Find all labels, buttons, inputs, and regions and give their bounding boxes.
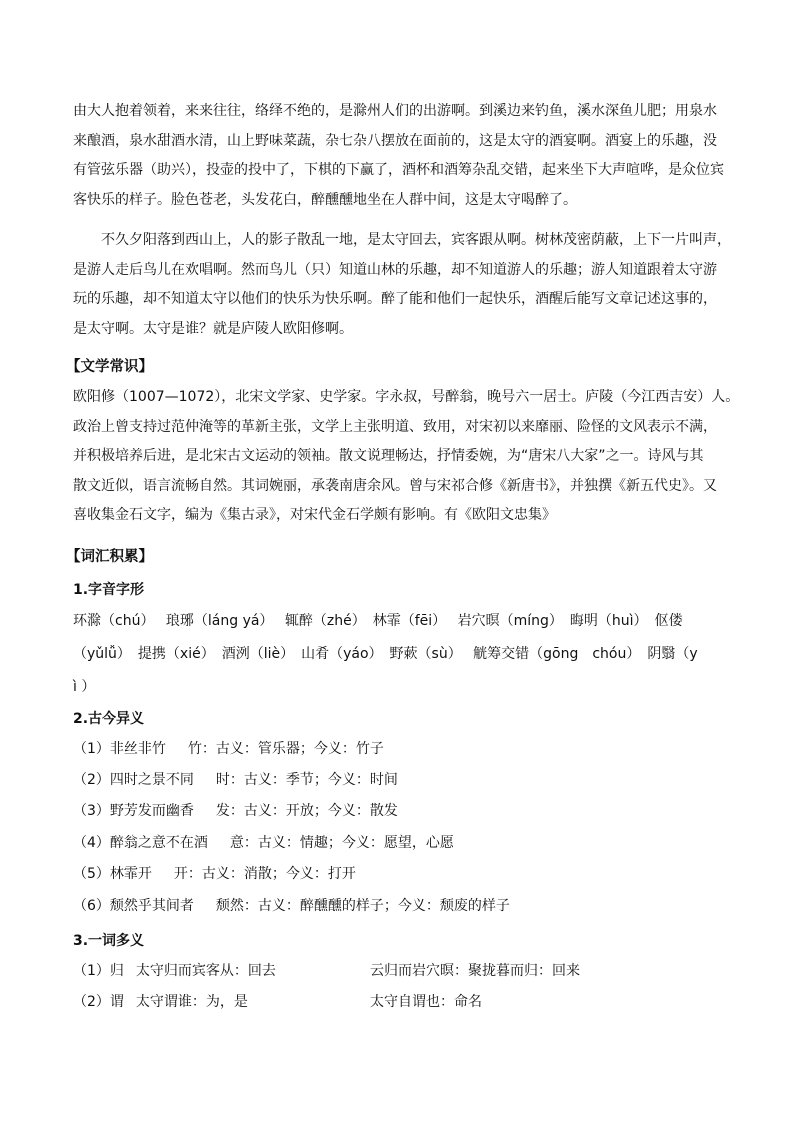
section-heading-literature: 【文学常识】 [66, 359, 153, 375]
item-definition: ：古义：醉醺醺的样子；今义：颓废的样子 [243, 898, 510, 914]
literature-paragraph [73, 383, 740, 531]
subsection-title-duoyi: 3.一词多义 [73, 933, 145, 949]
item-example-2: 太守自谓也：命名 [370, 994, 482, 1010]
text-line: 不久夕阳落到西山上，人的影子散乱一地，是太守回去，宾客跟从啊。树林茂密荫蔽，上下一片叫声， [101, 232, 731, 248]
gujin-item [73, 738, 384, 758]
text-line: 客快乐的样子。脸色苍老，头发花白，醉醺醺地坐在人群中间，这是太守喝醉了。 [73, 191, 577, 208]
item-number: （2） [73, 772, 110, 788]
item-word: 开 [173, 866, 188, 882]
pronunciation-list [73, 605, 728, 704]
gujin-item [73, 769, 398, 789]
text-line: 欧阳修（1007—1072），北宋文学家、史学家。字永叔，号醉翁，晚号六一居士。庐陵（今江西吉安）人。 [73, 389, 740, 405]
item-number: （1） [73, 741, 110, 757]
text-line: 来酿酒，泉水甜酒水清，山上野味菜蔬，杂七杂八摆放在面前的，这是太守的酒宴啊。酒宴上的乐趣，没 [73, 132, 717, 149]
item-word: 时 [215, 772, 230, 788]
section-heading-vocab: 【词汇积累】 [66, 549, 153, 565]
gujin-item [73, 800, 398, 820]
text-line: 环滁（chú） 琅琊（láng yá） 辄醉（zhé） 林霏（fēi） 岩穴暝（míng） 晦明（huì） 伛偻 [73, 613, 683, 629]
item-number: （4） [73, 835, 110, 851]
subsection-title-gujin: 2.古今异义 [73, 711, 145, 727]
item-word: 归 [109, 963, 124, 979]
text-line: 散文近似，语言流畅自然。其词婉丽，承袭南唐余风。曾与宋祁合修《新唐书》，并独撰《新五代史》。又 [73, 477, 717, 494]
duoyi-item [73, 991, 248, 1011]
item-word: 竹 [187, 741, 202, 757]
text-line: 是游人走后鸟儿在欢唱啊。然而鸟儿（只）知道山林的乐趣，却不知道游人的乐趣；游人知道跟着太守游 [73, 261, 717, 278]
item-phrase: 野芳发而幽香 [109, 803, 194, 819]
text-line: 政治上曾支持过范仲淹等的革新主张，文学上主张明道、致用，对宋初以来靡丽、险怪的文风表示不满， [73, 418, 717, 435]
item-definition: ：古义：开放；今义：散发 [229, 803, 398, 819]
item-definition: ：古义：消散；今义：打开 [187, 866, 356, 882]
item-example-2: 云归而岩穴暝：聚拢暮而归：回来 [370, 963, 580, 979]
item-word: 谓 [109, 994, 124, 1010]
item-word: 意 [229, 835, 244, 851]
item-phrase: 四时之景不同 [109, 772, 194, 788]
item-phrase: 颓然乎其间者 [109, 898, 194, 914]
item-number: （3） [73, 803, 110, 819]
item-phrase: 非丝非竹 [109, 741, 166, 757]
gujin-item [73, 895, 510, 915]
item-definition: ：古义：情趣；今义：愿望，心愿 [243, 835, 454, 851]
gujin-item [73, 863, 356, 883]
item-definition: ：古义：季节；今义：时间 [229, 772, 398, 788]
item-number: （1） [73, 963, 110, 979]
item-phrase: 醉翁之意不在酒 [109, 835, 208, 851]
gujin-item [73, 832, 454, 852]
item-number: （2） [73, 994, 110, 1010]
text-line: 玩的乐趣，却不知道太守以他们的快乐为快乐啊。醉了能和他们一起快乐，酒醒后能写文章记述这事的， [73, 291, 717, 307]
duoyi-item [73, 960, 276, 980]
text-line: 并积极培养后进，是北宋古文运动的领袖。散文说理畅达，抒情委婉，为“唐宋八大家”之一。诗风与其 [73, 448, 704, 464]
item-word: 颓然 [215, 898, 244, 914]
text-line: 由大人抱着领着，来来往往，络绎不绝的，是滁州人们的出游啊。到溪边来钓鱼，溪水深鱼儿肥；用泉水 [73, 103, 717, 119]
item-number: （5） [73, 866, 110, 882]
item-phrase: 林霏开 [109, 866, 152, 882]
text-line: 喜收集金石文字，编为《集古录》，对宋代金石学颇有影响。有《欧阳文忠集》 [73, 507, 556, 523]
item-number: （6） [73, 898, 110, 914]
text-line: （yǔlǚ） 提携（xié） 酒洌（liè） 山肴（yáo） 野蔌（sù） 觥筹交错（gōng chóu） 阴翳（y [73, 646, 698, 662]
text-line: 有管弦乐器（助兴），投壶的投中了，下棋的下赢了，酒杯和酒筹杂乱交错，起来坐下大声喧哗，是众位宾 [73, 162, 724, 178]
item-word: 发 [215, 803, 230, 819]
item-definition: ：古义：管乐器；今义：竹子 [201, 741, 384, 757]
text-line: 是太守啊。太守是谁？就是庐陵人欧阳修啊。 [73, 320, 353, 337]
subsection-title-pronunciation: 1.字音字形 [73, 582, 145, 598]
translation-paragraph-2 [73, 226, 731, 344]
item-example-1: 太守谓谁：为，是 [135, 994, 248, 1010]
translation-paragraph-1 [73, 97, 728, 215]
item-example-1: 太守归而宾客从：回去 [135, 963, 276, 979]
text-line: ì ） [73, 679, 96, 695]
